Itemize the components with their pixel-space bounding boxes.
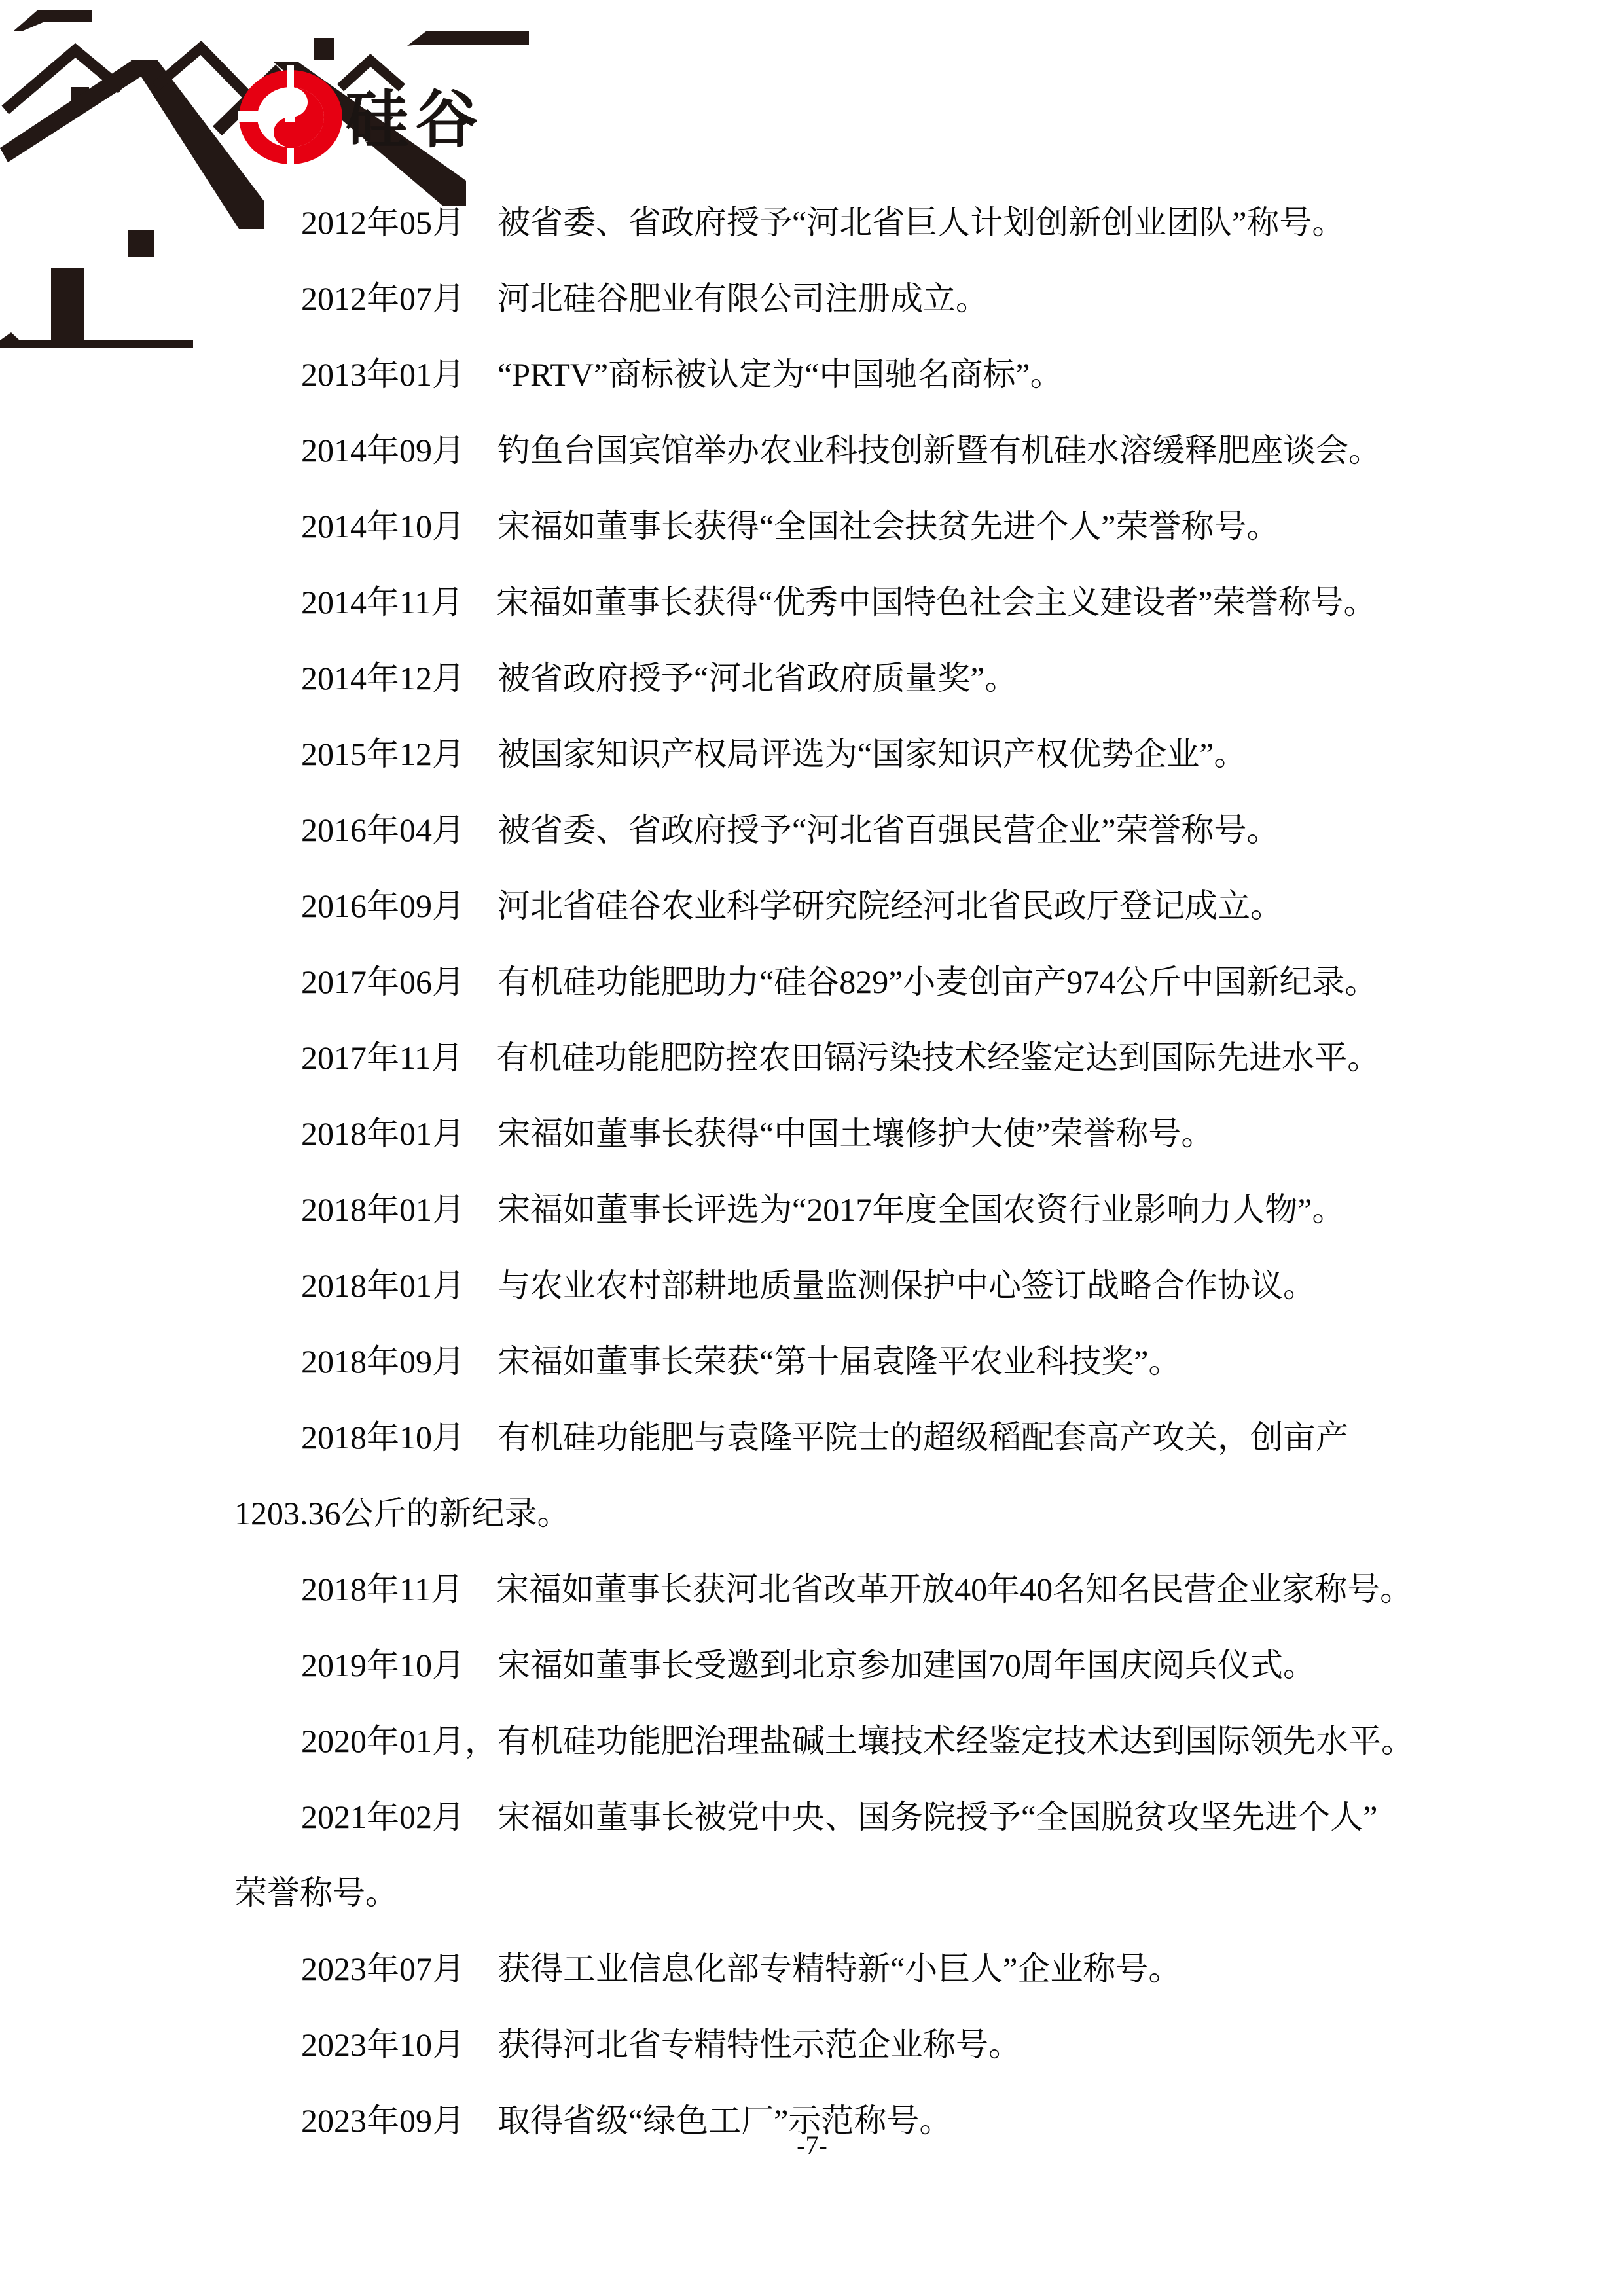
ground-line-shape (0, 332, 193, 348)
roof-ridge-bar (407, 31, 529, 46)
timeline-entry: 2018年01月 宋福如董事长评选为“2017年度全国农资行业影响力人物”。 (301, 1191, 1345, 1228)
timeline-entry: 2023年10月 获得河北省专精特性示范企业称号。 (301, 2026, 1021, 2063)
timeline-entry: 2013年01月 “PRTV”商标被认定为“中国驰名商标”。 (301, 356, 1063, 393)
timeline-entry: 2018年10月 有机硅功能肥与袁隆平院士的超级稻配套高产攻关，创亩产 (301, 1419, 1348, 1456)
roof-chevron-right (340, 60, 402, 88)
chimney-shape (51, 268, 84, 342)
red-s-emblem-icon (238, 65, 342, 170)
timeline-entry: 荣誉称号。 (234, 1874, 398, 1911)
timeline-entry: 2016年04月 被省委、省政府授予“河北省百强民营企业”荣誉称号。 (301, 812, 1280, 848)
timeline-text-block (234, 185, 1465, 2159)
timeline-entry: 2012年05月 被省委、省政府授予“河北省巨人计划创新创业团队”称号。 (301, 204, 1345, 241)
timeline-entry: 2014年11月 宋福如董事长获得“优秀中国特色社会主义建设者”荣誉称号。 (301, 584, 1377, 620)
timeline-entry: 2018年01月 与农业农村部耕地质量监测保护中心签订战略合作协议。 (301, 1267, 1316, 1304)
timeline-entry: 1203.36公斤的新纪录。 (234, 1495, 570, 1532)
timeline-entry: 2018年11月 宋福如董事长获河北省改革开放40年40名知名民营企业家称号。 (301, 1571, 1413, 1607)
timeline-entry: 2018年01月 宋福如董事长获得“中国土壤修护大使”荣誉称号。 (301, 1115, 1214, 1152)
timeline-entry: 2016年09月 河北省硅谷农业科学研究院经河北省民政厅登记成立。 (301, 888, 1283, 924)
timeline-entry: 2021年02月 宋福如董事长被党中央、国务院授予“全国脱贫攻坚先进个人” (301, 1799, 1378, 1835)
roof-window-right (314, 38, 334, 60)
page-number: -7- (797, 2130, 827, 2160)
logo-wordmark: 硅谷 (346, 85, 484, 155)
timeline-entry: 2014年09月 钓鱼台国宾馆举办农业科技创新暨有机硅水溶缓释肥座谈会。 (301, 432, 1381, 469)
roof-window-big (128, 230, 154, 257)
timeline-entry: 2012年07月 河北硅谷肥业有限公司注册成立。 (301, 280, 988, 317)
timeline-entry: 2017年11月 有机硅功能肥防控农田镉污染技术经鉴定达到国际先进水平。 (301, 1039, 1380, 1076)
roof-flag-shape (13, 10, 92, 31)
timeline-entry: 2014年10月 宋福如董事长获得“全国社会扶贫先进个人”荣誉称号。 (301, 508, 1280, 545)
timeline-entry: 2019年10月 宋福如董事长受邀到北京参加建国70周年国庆阅兵仪式。 (301, 1647, 1316, 1683)
timeline-entry: 2017年06月 有机硅功能肥助力“硅谷829”小麦创亩产974公斤中国新纪录。 (301, 963, 1378, 1000)
timeline-entry: 2023年09月 取得省级“绿色工厂”示范称号。 (301, 2102, 952, 2139)
timeline-entry: 2014年12月 被省政府授予“河北省政府质量奖”。 (301, 660, 1018, 696)
timeline-entry: 2023年07月 获得工业信息化部专精特新“小巨人”企业称号。 (301, 1950, 1182, 1987)
timeline-entry: 2020年01月，有机硅功能肥治理盐碱土壤技术经鉴定技术达到国际领先水平。 (301, 1723, 1414, 1759)
timeline-entry: 2015年12月 被国家知识产权局评选为“国家知识产权优势企业”。 (301, 736, 1247, 772)
timeline-entry: 2018年09月 宋福如董事长荣获“第十届袁隆平农业科技奖”。 (301, 1343, 1182, 1380)
roof-big-left-leg (0, 60, 146, 162)
